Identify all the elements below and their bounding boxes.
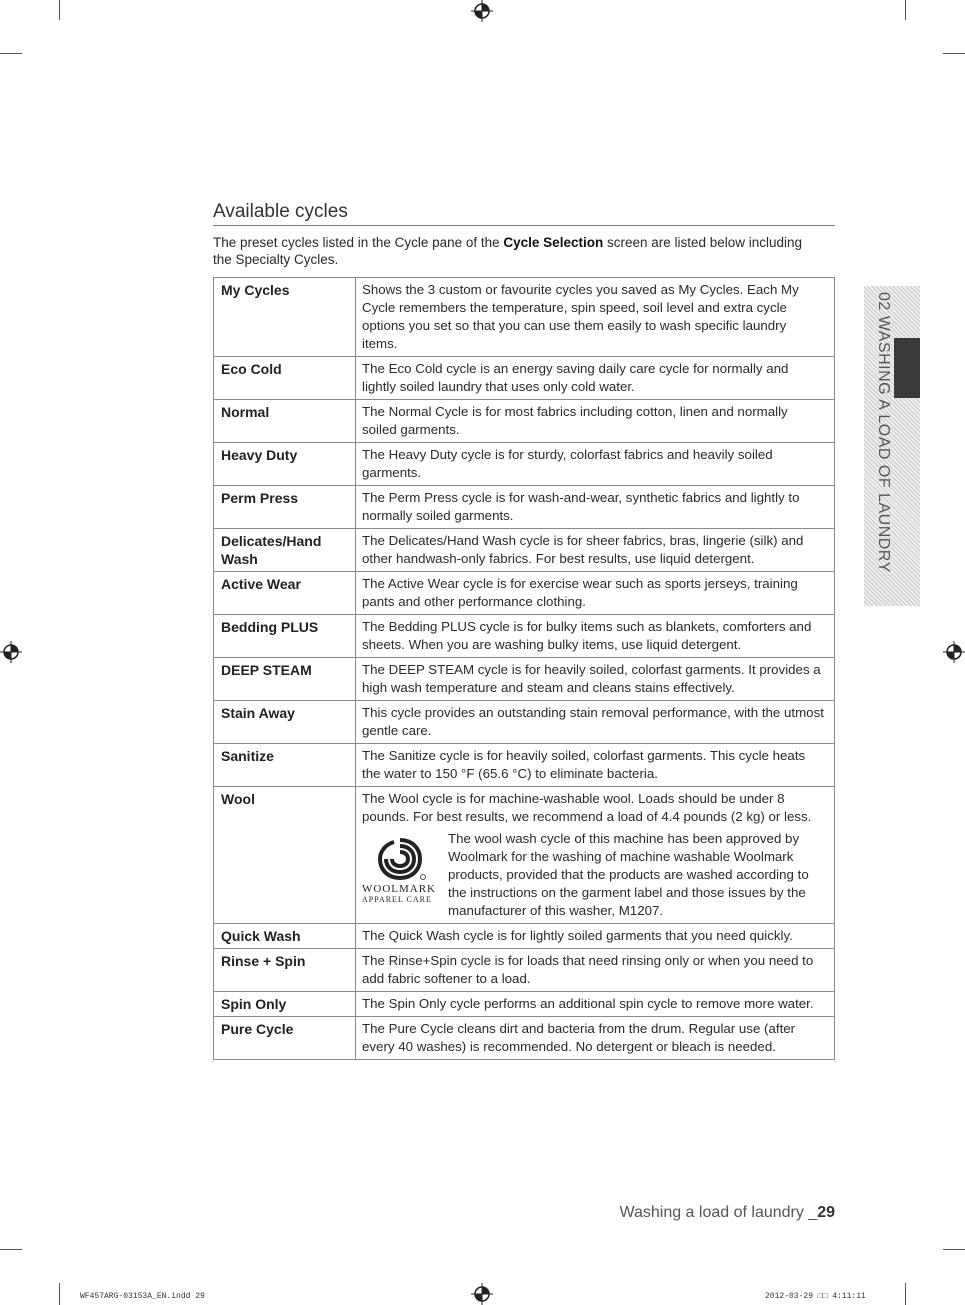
table-row bbox=[214, 529, 835, 572]
table-row bbox=[214, 357, 835, 400]
cycle-description: The Active Wear cycle is for exercise wear such as sports jerseys, training pants and other performance clothing. bbox=[356, 572, 835, 615]
table-row bbox=[214, 658, 835, 701]
print-slug-filename: WF457ARG-03153A_EN.indd 29 bbox=[80, 1292, 205, 1301]
cycle-description: This cycle provides an outstanding stain removal performance, with the utmost gentle care. bbox=[356, 701, 835, 744]
cycle-name: Wool bbox=[214, 787, 356, 924]
cycle-description: Shows the 3 custom or favourite cycles you saved as My Cycles. Each My Cycle remembers the temperature, spin speed, soil level and extra cycle options you set so that you can use them easily to wash specific laundry items. bbox=[356, 278, 835, 357]
cycle-name: Normal bbox=[214, 400, 356, 443]
woolmark-icon bbox=[374, 836, 426, 882]
crop-mark bbox=[59, 1283, 60, 1305]
cycle-name: Active Wear bbox=[214, 572, 356, 615]
cycle-name: My Cycles bbox=[214, 278, 356, 357]
chapter-label: 02 WASHING A LOAD OF LAUNDRY bbox=[875, 292, 892, 573]
cycle-description: The Eco Cold cycle is an energy saving daily care cycle for normally and lightly soiled laundry that uses only cold water. bbox=[356, 357, 835, 400]
cycle-description: The Wool cycle is for machine-washable wool. Loads should be under 8 pounds. For best results, we recommend a load of 4.4 pounds (2 kg) or less. bbox=[362, 791, 812, 824]
table-row bbox=[214, 443, 835, 486]
table-row bbox=[214, 744, 835, 787]
cycle-name: Pure Cycle bbox=[214, 1017, 356, 1060]
cycle-name: Sanitize bbox=[214, 744, 356, 787]
chapter-side-tab bbox=[864, 286, 920, 606]
cycle-name: DEEP STEAM bbox=[214, 658, 356, 701]
intro-text: The preset cycles listed in the Cycle pane of the bbox=[213, 235, 504, 250]
table-row bbox=[214, 992, 835, 1017]
woolmark-logo bbox=[362, 830, 444, 904]
registration-mark-icon bbox=[471, 0, 493, 22]
cycle-name: Eco Cold bbox=[214, 357, 356, 400]
chapter-marker bbox=[894, 338, 920, 398]
cycle-description: The Quick Wash cycle is for lightly soiled garments that you need quickly. bbox=[356, 924, 835, 949]
woolmark-wordmark: WOOLMARK bbox=[362, 883, 436, 895]
cycle-description: The Heavy Duty cycle is for sturdy, colorfast fabrics and heavily soiled garments. bbox=[356, 443, 835, 486]
table-row bbox=[214, 701, 835, 744]
cycle-name: Heavy Duty bbox=[214, 443, 356, 486]
registration-mark-icon bbox=[0, 641, 22, 663]
cycle-name: Stain Away bbox=[214, 701, 356, 744]
intro-bold-term: Cycle Selection bbox=[503, 235, 604, 250]
woolmark-note bbox=[362, 830, 824, 920]
table-row bbox=[214, 278, 835, 357]
registration-mark-icon bbox=[943, 641, 965, 663]
table-row bbox=[214, 924, 835, 949]
table-row bbox=[214, 787, 835, 924]
cycle-description: The DEEP STEAM cycle is for heavily soiled, colorfast garments. It provides a high wash temperature and steam and cleans stains effectively. bbox=[356, 658, 835, 701]
cycle-description: The Spin Only cycle performs an additional spin cycle to remove more water. bbox=[356, 992, 835, 1017]
crop-mark bbox=[0, 53, 22, 54]
page-number: 29 bbox=[817, 1204, 835, 1221]
crop-mark bbox=[59, 0, 60, 20]
cycles-table bbox=[213, 277, 835, 1060]
crop-mark bbox=[905, 0, 906, 20]
page-footer bbox=[619, 1204, 835, 1222]
crop-mark bbox=[943, 53, 965, 54]
cycle-description: The Rinse+Spin cycle is for loads that need rinsing only or when you need to add fabric softener to a load. bbox=[356, 949, 835, 992]
cycle-name: Bedding PLUS bbox=[214, 615, 356, 658]
print-slug-timestamp: 2012-03-29 □□ 4:11:11 bbox=[765, 1292, 866, 1301]
footer-title: Washing a load of laundry _ bbox=[619, 1204, 818, 1221]
cycle-name: Quick Wash bbox=[214, 924, 356, 949]
cycle-description: The Pure Cycle cleans dirt and bacteria from the drum. Regular use (after every 40 washes) is recommended. No detergent or bleach is needed. bbox=[356, 1017, 835, 1060]
cycle-description: The Bedding PLUS cycle is for bulky items such as blankets, comforters and sheets. When you are washing bulky items, use liquid detergent. bbox=[356, 615, 835, 658]
cycle-name: Rinse + Spin bbox=[214, 949, 356, 992]
table-row bbox=[214, 400, 835, 443]
crop-mark bbox=[0, 1249, 22, 1250]
registration-mark-icon bbox=[471, 1283, 493, 1305]
cycle-name: Spin Only bbox=[214, 992, 356, 1017]
table-row bbox=[214, 572, 835, 615]
cycle-description: The Sanitize cycle is for heavily soiled, colorfast garments. This cycle heats the water to 150 °F (65.6 °C) to eliminate bacteria. bbox=[356, 744, 835, 787]
crop-mark bbox=[943, 1249, 965, 1250]
cycle-description-cell bbox=[356, 787, 835, 924]
crop-mark bbox=[905, 1283, 906, 1305]
woolmark-approval-text: The wool wash cycle of this machine has been approved by Woolmark for the washing of machine washable Woolmark products, provided that the products are washed according to the instructions on the garment label and those issues by the manufacturer of this washer, M1207. bbox=[448, 831, 809, 918]
intro-paragraph bbox=[213, 234, 813, 268]
table-row bbox=[214, 949, 835, 992]
cycle-name: Delicates/Hand Wash bbox=[214, 529, 356, 572]
table-row bbox=[214, 486, 835, 529]
intro-text: screen are listed below including the Specialty Cycles. bbox=[213, 235, 803, 267]
woolmark-subtitle: APPAREL CARE bbox=[362, 895, 432, 904]
cycle-description: The Normal Cycle is for most fabrics including cotton, linen and normally soiled garments. bbox=[356, 400, 835, 443]
cycle-description: The Perm Press cycle is for wash-and-wear, synthetic fabrics and lightly to normally soiled garments. bbox=[356, 486, 835, 529]
table-row bbox=[214, 1017, 835, 1060]
cycle-name: Perm Press bbox=[214, 486, 356, 529]
section-title: Available cycles bbox=[213, 201, 835, 226]
cycle-description: The Delicates/Hand Wash cycle is for sheer fabrics, bras, lingerie (silk) and other handwash-only fabrics. For best results, use liquid detergent. bbox=[356, 529, 835, 572]
table-row bbox=[214, 615, 835, 658]
